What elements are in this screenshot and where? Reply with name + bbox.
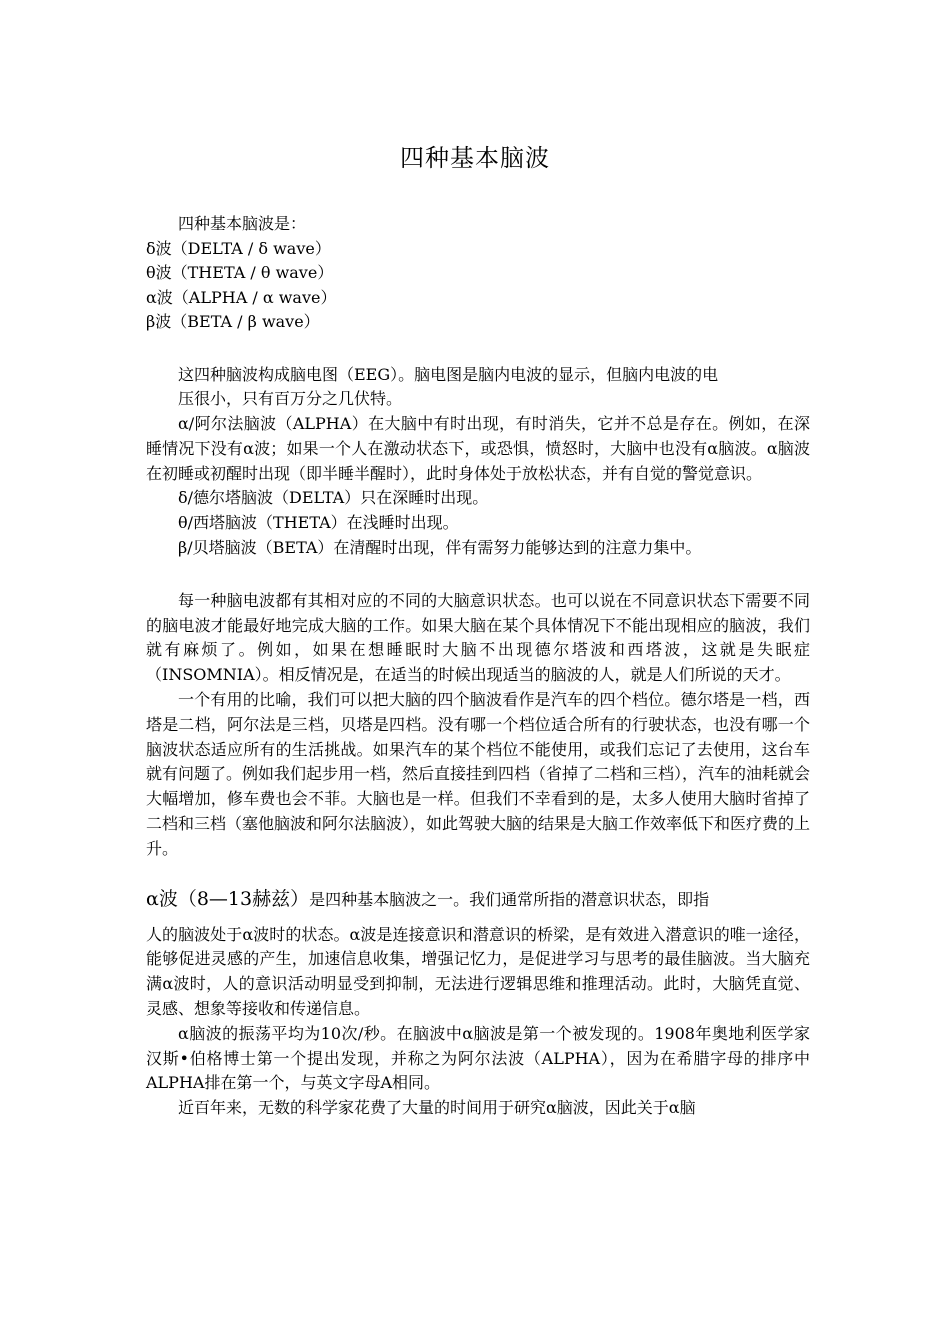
list-lead: 四种基本脑波是： <box>178 214 307 233</box>
document-body <box>146 212 810 1121</box>
paragraph: 人的脑波处于α波时的状态。α波是连接意识和潜意识的桥梁，是有效进入潜意识的唯一途径，能够促进灵感的产生，加速信息收集，增强记忆力，是促进学习与思考的最佳脑波。当大脑充满α波时，人的意识活动明显受到抑制，无法进行逻辑思维和推理活动。此时，大脑凭直觉、灵感、想象等接收和传递信息。 <box>146 924 810 1019</box>
page-title: 四种基本脑波 <box>400 144 550 172</box>
section-states <box>146 589 810 862</box>
paragraph: 一个有用的比喻，我们可以把大脑的四个脑波看作是汽车的四个档位。德尔塔是一档，西塔是二档，阿尔法是三档，贝塔是四档。没有哪一个档位适合所有的行驶状态，也没有哪一个脑波状态适应所有的生活挑战。如果汽车的某个档位不能使用，或我们忘记了去使用，这台车就有问题了。例如我们起步用一档，然后直接挂到四档（省掉了二档和三档），汽车的油耗就会大幅增加，修车费也会不菲。大脑也是一样。但我们不幸看到的是，太多人使用大脑时省掉了二档和三档（塞他脑波和阿尔法脑波），如此驾驶大脑的结果是大脑工作效率低下和医疗费的上升。 <box>146 690 811 858</box>
paragraph: δ/德尔塔脑波（DELTA）只在深睡时出现。 <box>178 488 489 508</box>
paragraph: 这四种脑波构成脑电图（EEG）。脑电图是脑内电波的显示，但脑内电波的电 <box>178 364 719 384</box>
list-item: β波（BETA / β wave） <box>146 312 320 331</box>
paragraph: α/阿尔法脑波（ALPHA）在大脑中有时出现，有时消失，它并不总是存在。例如，在深睡情况下没有α波；如果一个人在激动状态下，或恐惧，愤怒时，大脑中也没有α脑波。α脑波在初睡或初醒时出现（即半睡半醒时），此时身体处于放松状态，并有自觉的警觉意识。 <box>146 414 810 483</box>
section-alpha <box>146 882 810 1121</box>
paragraph: θ/西塔脑波（THETA）在浅睡时出现。 <box>178 513 459 533</box>
list-item: α波（ALPHA / α wave） <box>146 287 337 307</box>
paragraph: β/贝塔脑波（BETA）在清醒时出现，伴有需努力能够达到的注意力集中。 <box>178 538 702 558</box>
section-eeg <box>146 363 810 561</box>
list-item: θ波（THETA / θ wave） <box>146 263 334 282</box>
alpha-heading-line <box>146 882 810 917</box>
alpha-heading-rest: 是四种基本脑波之一。我们通常所指的潜意识状态，即指 <box>309 889 710 909</box>
paragraph: 近百年来，无数的科学家花费了大量的时间用于研究α脑波，因此关于α脑 <box>178 1098 696 1118</box>
list-item: δ波（DELTA / δ wave） <box>146 238 331 258</box>
wave-type-list <box>146 212 810 335</box>
paragraph: 压很小，只有百万分之几伏特。 <box>178 389 403 409</box>
paragraph: 每一种脑电波都有其相对应的不同的大脑意识状态。也可以说在不同意识状态下需要不同的脑电波才能最好地完成大脑的工作。如果大脑在某个具体情况下不能出现相应的脑波，我们就有麻烦了。例如，如果在想睡眠时大脑不出现德尔塔波和西塔波，这就是失眠症（INSOMNIA）。相反情况是，在适当的时候出现适当的脑波的人，就是人们所说的天才。 <box>146 590 810 685</box>
paragraph: α脑波的振荡平均为10次/秒。在脑波中α脑波是第一个被发现的。1908年奥地利医学家汉斯•伯格博士第一个提出发现，并称之为阿尔法波（ALPHA），因为在希腊字母的排序中ALPHA排在第一个，与英文字母A相同。 <box>146 1023 810 1093</box>
alpha-heading: α波（8—13赫兹） <box>146 887 310 910</box>
